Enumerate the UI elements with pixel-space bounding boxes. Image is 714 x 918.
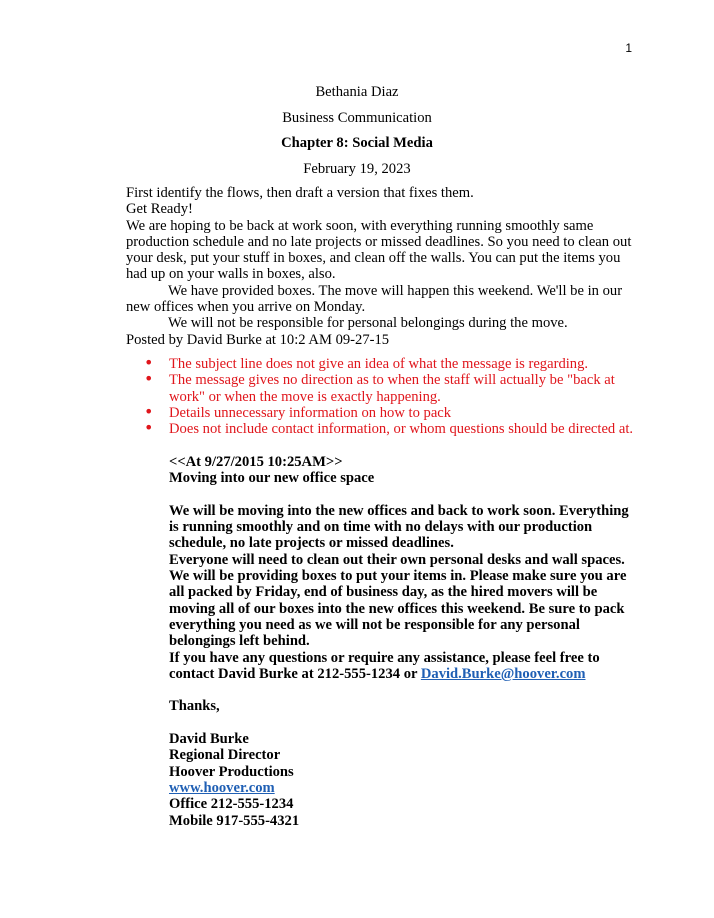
bullet-icon: •	[144, 353, 154, 372]
revision-subject: Moving into our new office space	[169, 470, 375, 487]
bullet-icon: •	[144, 369, 154, 389]
revision-paragraph-2: Everyone will need to clean out their own personal desks and wall spaces. We will be providing boxes to put your items in. Please make sure you are all packed by Friday, end of business day, as the hired movers will be moving all of our boxes into the new offices this weekend. Be sure to pack everything you need as we will not be responsible for any personal belongings left behind.	[169, 551, 627, 650]
instruction-text: First identify the flows, then draft a version that fixes them.	[126, 185, 474, 201]
original-paragraph-2: We have provided boxes. The move will happen this weekend. We'll be in our new offices when you arrive on Monday.	[126, 282, 623, 316]
document-date: February 19, 2023	[303, 160, 411, 177]
list-item: • Does not include contact information, or whom questions should be directed at.	[144, 418, 634, 438]
signature-office-phone: Office 212-555-1234	[169, 796, 294, 813]
signature-mobile-phone: Mobile 917-555-4321	[169, 812, 300, 829]
revision-paragraph-1: We will be moving into the new offices and back to work soon. Everything is running smoothly and on time with no delays with our production schedule, no late projects or missed deadlines.	[169, 502, 629, 552]
revised-message	[169, 454, 639, 829]
list-item: • The message gives no direction as to when the staff will actually be "back at work" or when the move is exactly happening.	[144, 369, 615, 405]
website-link[interactable]: www.hoover.com	[169, 779, 275, 796]
signature-name: David Burke	[169, 731, 249, 748]
bullet-icon: •	[144, 401, 154, 421]
original-title: Get Ready!	[126, 201, 193, 218]
revision-timestamp: <<At 9/27/2015 10:25AM>>	[169, 454, 343, 470]
list-item: • Details unnecessary information on how to pack	[144, 401, 452, 421]
posted-by-line: Posted by David Burke at 10:2 AM 09-27-15	[126, 331, 390, 348]
author-name: Bethania Diaz	[315, 84, 399, 100]
list-item: • The subject line does not give an idea of what the message is regarding.	[144, 353, 589, 372]
heading-block	[0, 84, 714, 186]
signature-company: Hoover Productions	[169, 763, 294, 780]
bullet-icon: •	[144, 418, 154, 438]
original-message	[126, 185, 636, 348]
revision-paragraph-3: If you have any questions or require any assistance, please feel free to contact David Burke at 212-555-1234 or David.Burke@hoover.com	[169, 649, 600, 682]
flaws-list	[144, 353, 634, 438]
signature-title: Regional Director	[169, 747, 281, 764]
course-name: Business Communication	[282, 109, 432, 126]
original-paragraph-3: We will not be responsible for personal belongings during the move.	[168, 315, 568, 332]
page-number: 1	[625, 41, 632, 55]
email-link[interactable]: David.Burke@hoover.com	[420, 665, 586, 682]
chapter-title: Chapter 8: Social Media	[281, 135, 433, 151]
original-paragraph-1: We are hoping to be back at work soon, with everything running smoothly same production schedule and no late projects or missed deadlines. So you need to clean out your desk, put your stuff in boxes, and clean off the walls. You can put the items you had up on your walls in boxes, also.	[126, 217, 632, 283]
closing: Thanks,	[169, 698, 220, 715]
